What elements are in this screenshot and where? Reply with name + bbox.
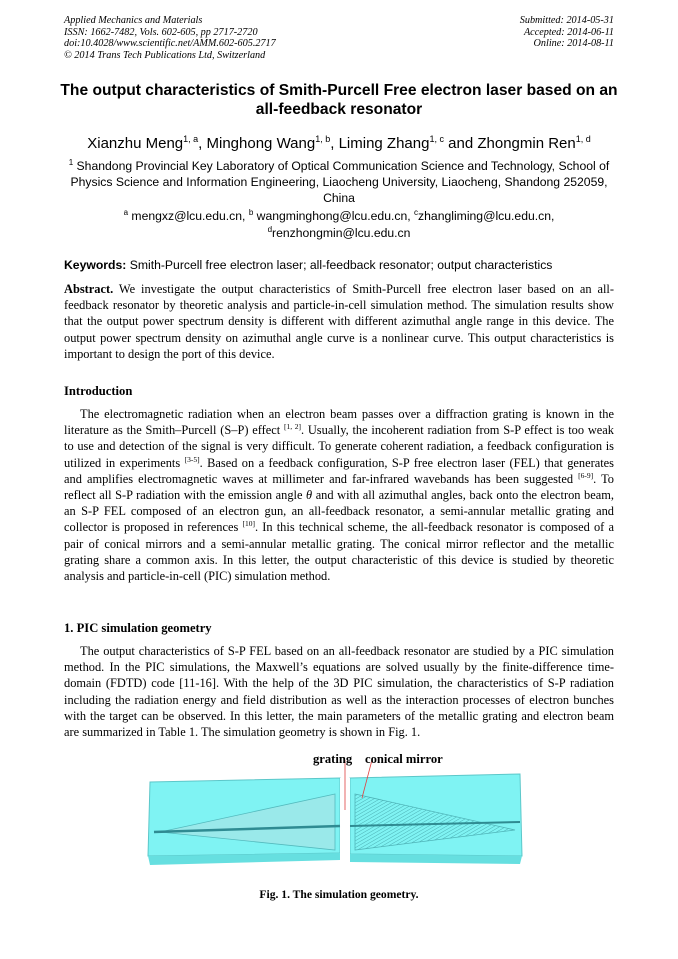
dates-header xyxy=(520,15,614,50)
figure-caption: Fig. 1. The simulation geometry. xyxy=(259,888,419,901)
author-name: Liming Zhang xyxy=(338,135,430,152)
keywords-text: Smith-Purcell free electron laser; all-feedback resonator; output characteristics xyxy=(129,258,553,272)
accepted-date: Accepted: 2014-06-11 xyxy=(523,26,614,38)
affiliation-text: Shandong Provincial Key Laboratory of Optical Communication Science and Technology, School of Physics Science and Information Engineering, Liaocheng University, Liaocheng, Shandong 252059, China xyxy=(70,159,610,205)
abstract-text: We investigate the output characteristics of Smith-Purcell free electron laser based on an all-feedback resonator by theoretic analysis and particle-in-cell simulation method. The simulation results show that the output power spectrum density is different with different azimuthal angle range in this device. The output power spectrum density on azimuthal angle curve is a nonlinear curve. This output characteristics is important to design the port of this device. xyxy=(64,282,614,361)
email-link[interactable]: mengxz@lcu.edu.cn xyxy=(131,209,243,223)
simulation-geometry-figure xyxy=(140,750,540,880)
theta-symbol: θ xyxy=(306,488,313,503)
abstract xyxy=(64,281,614,362)
conical-mirror-label: conical mirror xyxy=(365,752,443,766)
email-list: $^a$ mengxz@lcu.edu.cn, $^b$ wangminghong@lcu.edu.cn, $^c$zhangliming@lcu.edu.cn, $^d$renzhongmin@lcu.edu.cn xyxy=(123,208,555,240)
issn: ISSN: 1662-7482, Vols. 602-605, pp 2717-2720 xyxy=(64,26,258,38)
keywords xyxy=(64,258,624,273)
grating-label: grating xyxy=(313,752,353,766)
author-sup: 1, c xyxy=(429,134,444,144)
citation[interactable]: [10] xyxy=(242,519,255,529)
author-name: Minghong Wang xyxy=(206,135,316,152)
doi-link[interactable]: doi:10.4028/www.scientific.net/AMM.602-605.2717 xyxy=(64,38,276,50)
citation[interactable]: [1, 2] xyxy=(284,422,301,432)
section-heading-pic-geometry: 1. PIC simulation geometry xyxy=(64,621,212,635)
journal-name: Applied Mechanics and Materials xyxy=(64,15,203,26)
copyright: © 2014 Trans Tech Publications Ltd, Switzerland xyxy=(64,49,266,61)
author-name: Xianzhu Meng xyxy=(87,135,184,152)
pic-geometry-paragraph: The output characteristics of S-P FEL based on an all-feedback resonator are studied by a PIC simulation method. In the PIC simulations, the Maxwell’s equations are solved usually by the finite-difference time-domain (FDTD) code [11-16]. With the help of the 3D PIC simulation, the characteristics of S-P radiation including the radiation energy and field distribution as well as the interaction processes of electron bunches with the target can be observed. In this letter, the main parameters of the metallic grating and electron beam are summarized in Table 1. The simulation geometry is shown in Fig. 1. xyxy=(64,644,614,740)
affiliation xyxy=(62,155,616,206)
submitted-date: Submitted: 2014-05-31 xyxy=(519,15,614,26)
section-heading-introduction: Introduction xyxy=(64,384,133,398)
abstract-label: Abstract. xyxy=(64,282,114,296)
citation[interactable]: [3-5] xyxy=(184,454,200,464)
affiliation-sup: 1 xyxy=(68,158,74,167)
email-link[interactable]: zhangliming@lcu.edu.cn xyxy=(418,209,552,223)
email-link[interactable]: renzhongmin@lcu.edu.cn xyxy=(272,226,411,240)
author-sup: 1, d xyxy=(575,134,591,144)
email-link[interactable]: wangminghong@lcu.edu.cn xyxy=(256,209,408,223)
journal-header xyxy=(64,15,276,61)
author-sup: 1, b xyxy=(315,134,331,144)
online-date: Online: 2014-08-11 xyxy=(533,38,614,50)
author-name: Zhongmin Ren xyxy=(477,135,576,152)
author-sup: 1, a xyxy=(183,134,199,144)
author-list: Xianzhu Meng$^{1, a}$, Minghong Wang$^{1, b}$, Liming Zhang$^{1, c}$ and Zhongmin Ren$^{1, d}$ xyxy=(87,134,591,152)
paper-title: The output characteristics of Smith-Purcell Free electron laser based on an all-feedback resonator xyxy=(60,82,618,118)
citation[interactable]: [6-9] xyxy=(578,470,594,480)
keywords-label: Keywords: xyxy=(64,258,127,272)
introduction-paragraph: The electromagnetic radiation when an electron beam passes over a diffraction grating is known in the literature as the Smith–Purcell (S–P) effect [1, 2]. Usually, the incoherent radiation from S-P effect is too weak to use and detection of the signal is very difficult. To generate coherent radiation, a feedback configuration is utilized in experiments [3-5]. Based on a feedback configuration, S-P free electron laser (FEL) that generates and amplifies electromagnetic waves at millimeter and far-infrared wavebands has been suggested [6-9]. To reflect all S-P radiation with the emission angle θ and with all azimuthal angles, back onto the electron beam, an S-P FEL composed of an electron gun, an all-feedback resonator, a semi-annular metallic grating and collector is proposed in references [10]. In this technical scheme, the all-feedback resonator is composed of a pair of conical mirrors and a semi-annular metallic grating. The conical mirror reflector and the metallic grating share a common axis. In this letter, the output characteristic of this device is studied by theoretic analysis and particle-in-cell (PIC) simulation method. xyxy=(64,407,615,584)
